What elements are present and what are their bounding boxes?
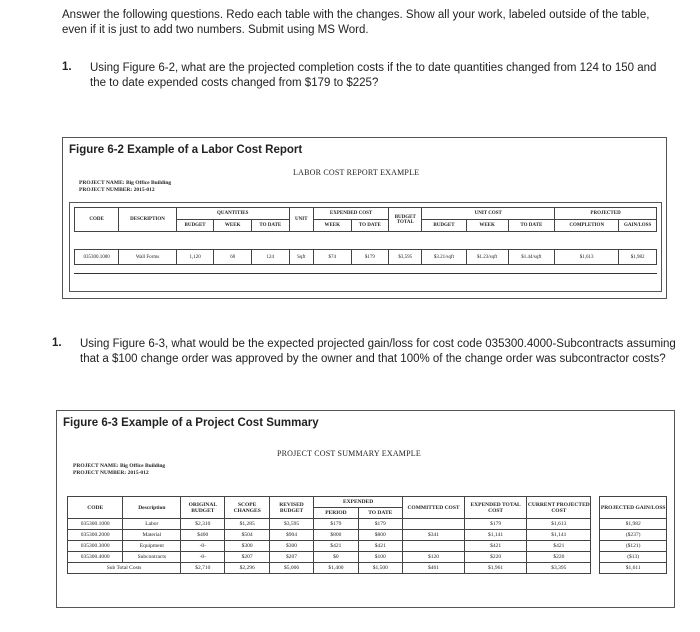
cell: $220 (465, 552, 527, 563)
col-committed-cost: COMMITTED COST (402, 497, 464, 519)
figure-6-3-title: Figure 6-3 Example of a Project Cost Summary (63, 417, 319, 429)
labor-cost-header-table (74, 207, 657, 232)
cell: $461 (402, 563, 464, 574)
cell: $3,395 (527, 563, 591, 574)
col-original-budget: ORIGINAL BUDGET (181, 497, 225, 519)
project-number: PROJECT NUMBER: 2015-012 (73, 470, 149, 476)
labor-report-title: LABOR COST REPORT EXAMPLE (293, 168, 420, 177)
table-row (68, 541, 667, 552)
cell: -0- (181, 541, 225, 552)
col-period: PERIOD (314, 508, 358, 519)
cell: $100 (358, 552, 402, 563)
col-gain-loss: GAIN/LOSS (619, 220, 657, 232)
col-description: DESCRIPTION (119, 208, 177, 232)
cell: $1,613 (555, 250, 619, 265)
cell: Material (123, 530, 181, 541)
col-completion: COMPLETION (555, 220, 619, 232)
cell: $0 (314, 552, 358, 563)
cell: Sqft (289, 250, 313, 265)
col-to-date: TO DATE (358, 508, 402, 519)
cell: ($121) (600, 541, 667, 552)
cell: 035300.4000 (68, 552, 123, 563)
col-unit-cost: UNIT COST (422, 208, 555, 220)
cell: $300 (225, 541, 269, 552)
cell (402, 541, 464, 552)
cell: Wall Forms (119, 250, 177, 265)
cell: $3.21/sqft (422, 250, 466, 265)
figure-6-2 (62, 137, 667, 299)
cell: Subcontracts (123, 552, 181, 563)
cell: ($13) (600, 552, 667, 563)
col-unit: UNIT (289, 208, 313, 232)
cell: $400 (181, 530, 225, 541)
cell: $1.23/sqft (466, 250, 508, 265)
col-code: CODE (68, 497, 123, 519)
cell: $800 (314, 530, 358, 541)
total-row (68, 563, 667, 574)
col-budget-total: BUDGET TOTAL (389, 208, 422, 232)
cell: Labor (123, 519, 181, 530)
cell: $1,500 (358, 563, 402, 574)
cost-summary-title: PROJECT COST SUMMARY EXAMPLE (277, 449, 421, 458)
question-2-text: Using Figure 6-3, what would be the expected projected gain/loss for cost code 035300.4000-Subcontracts assuming that a $100 change order was approved by the owner and that 100% of the change order was subcontractor costs? (80, 338, 676, 365)
cell: $800 (358, 530, 402, 541)
cell: $1,611 (600, 563, 667, 574)
col-code: CODE (75, 208, 119, 232)
cell: ($237) (600, 530, 667, 541)
table-row (75, 250, 657, 265)
instructions: Answer the following questions. Redo each table with the changes. Show all your work, labeled outside of the table, even if it is just to add two numbers. Submit using MS Word. (62, 9, 650, 36)
cell: 124 (252, 250, 290, 265)
cell: -0- (181, 552, 225, 563)
cell: $2,710 (181, 563, 225, 574)
figure-6-2-title: Figure 6-2 Example of a Labor Cost Report (69, 144, 303, 156)
cell: 035300.2000 (68, 530, 123, 541)
cell: $220 (527, 552, 591, 563)
labor-cost-data-table (74, 249, 657, 265)
cell: 035300.3000 (68, 541, 123, 552)
project-name: PROJECT NAME: Big Office Building (79, 180, 172, 186)
cell: $421 (314, 541, 358, 552)
col-description: Description (123, 497, 181, 519)
cell: $504 (225, 530, 269, 541)
cell: $1,400 (314, 563, 358, 574)
cell (402, 519, 464, 530)
col-uc-to-date: TO DATE (508, 220, 554, 232)
cell: 1,120 (176, 250, 214, 265)
cell: $207 (225, 552, 269, 563)
cell: $1,961 (465, 563, 527, 574)
col-uc-week: WEEK (466, 220, 508, 232)
cell: $300 (269, 541, 313, 552)
table-row (68, 552, 667, 563)
project-number: PROJECT NUMBER: 2015-012 (79, 187, 155, 193)
cell: $207 (269, 552, 313, 563)
col-expended-total: EXPENDED TOTAL COST (465, 497, 527, 519)
col-qty-week: WEEK (214, 220, 252, 232)
divider (74, 273, 657, 274)
question-2-number: 1. (52, 337, 62, 349)
col-expended: EXPENDED (314, 497, 403, 508)
cell: $1.44/sqft (508, 250, 554, 265)
cost-summary-table (67, 496, 667, 574)
cell: $3,595 (269, 519, 313, 530)
col-revised-budget: REVISED BUDGET (269, 497, 313, 519)
cell: $179 (465, 519, 527, 530)
figure-6-3 (56, 410, 675, 608)
col-scope-changes: SCOPE CHANGES (225, 497, 269, 519)
cell: $179 (314, 519, 358, 530)
col-qty-to-date: TO DATE (252, 220, 290, 232)
cell: $3,595 (389, 250, 422, 265)
cell: Equipment (123, 541, 181, 552)
question-1-text: Using Figure 6-2, what are the projected completion costs if the to date quantities changed from 124 to 150 and the to date expended costs changed from $179 to $225? (90, 62, 657, 89)
cell: $2,296 (225, 563, 269, 574)
cell: $421 (527, 541, 591, 552)
cell: $179 (351, 250, 389, 265)
cell: $179 (358, 519, 402, 530)
project-name: PROJECT NAME: Big Office Building (73, 463, 166, 469)
cell: $1,613 (527, 519, 591, 530)
col-projected-gain-loss: PROJECTED GAIN/LOSS (600, 497, 667, 519)
col-expended-cost: EXPENDED COST (313, 208, 388, 220)
cell: $5,006 (269, 563, 313, 574)
cell: Sub Total Costs (68, 563, 181, 574)
col-uc-budget: BUDGET (422, 220, 466, 232)
cell: 60 (214, 250, 252, 265)
cell: $2,310 (181, 519, 225, 530)
cell: $1,141 (465, 530, 527, 541)
cell: $1,982 (600, 519, 667, 530)
col-current-projected: CURRENT PROJECTED COST (527, 497, 591, 519)
question-1-number: 1. (62, 61, 72, 73)
col-projected: PROJECTED (555, 208, 657, 220)
cell: $74 (313, 250, 351, 265)
labor-report-frame (69, 202, 662, 292)
col-exp-week: WEEK (313, 220, 351, 232)
cell: $120 (402, 552, 464, 563)
cell: $1,285 (225, 519, 269, 530)
cell: 035300.1000 (75, 250, 119, 265)
col-exp-to-date: TO DATE (351, 220, 389, 232)
cell: $1,982 (619, 250, 657, 265)
table-row (68, 530, 667, 541)
cell: $421 (358, 541, 402, 552)
cell: $1,141 (527, 530, 591, 541)
col-qty-budget: BUDGET (176, 220, 214, 232)
col-quantities: QUANTITIES (176, 208, 289, 220)
table-row (68, 519, 667, 530)
cell: $341 (402, 530, 464, 541)
cell: $904 (269, 530, 313, 541)
cell: 035300.1000 (68, 519, 123, 530)
cell: $421 (465, 541, 527, 552)
gap-column (591, 497, 600, 574)
